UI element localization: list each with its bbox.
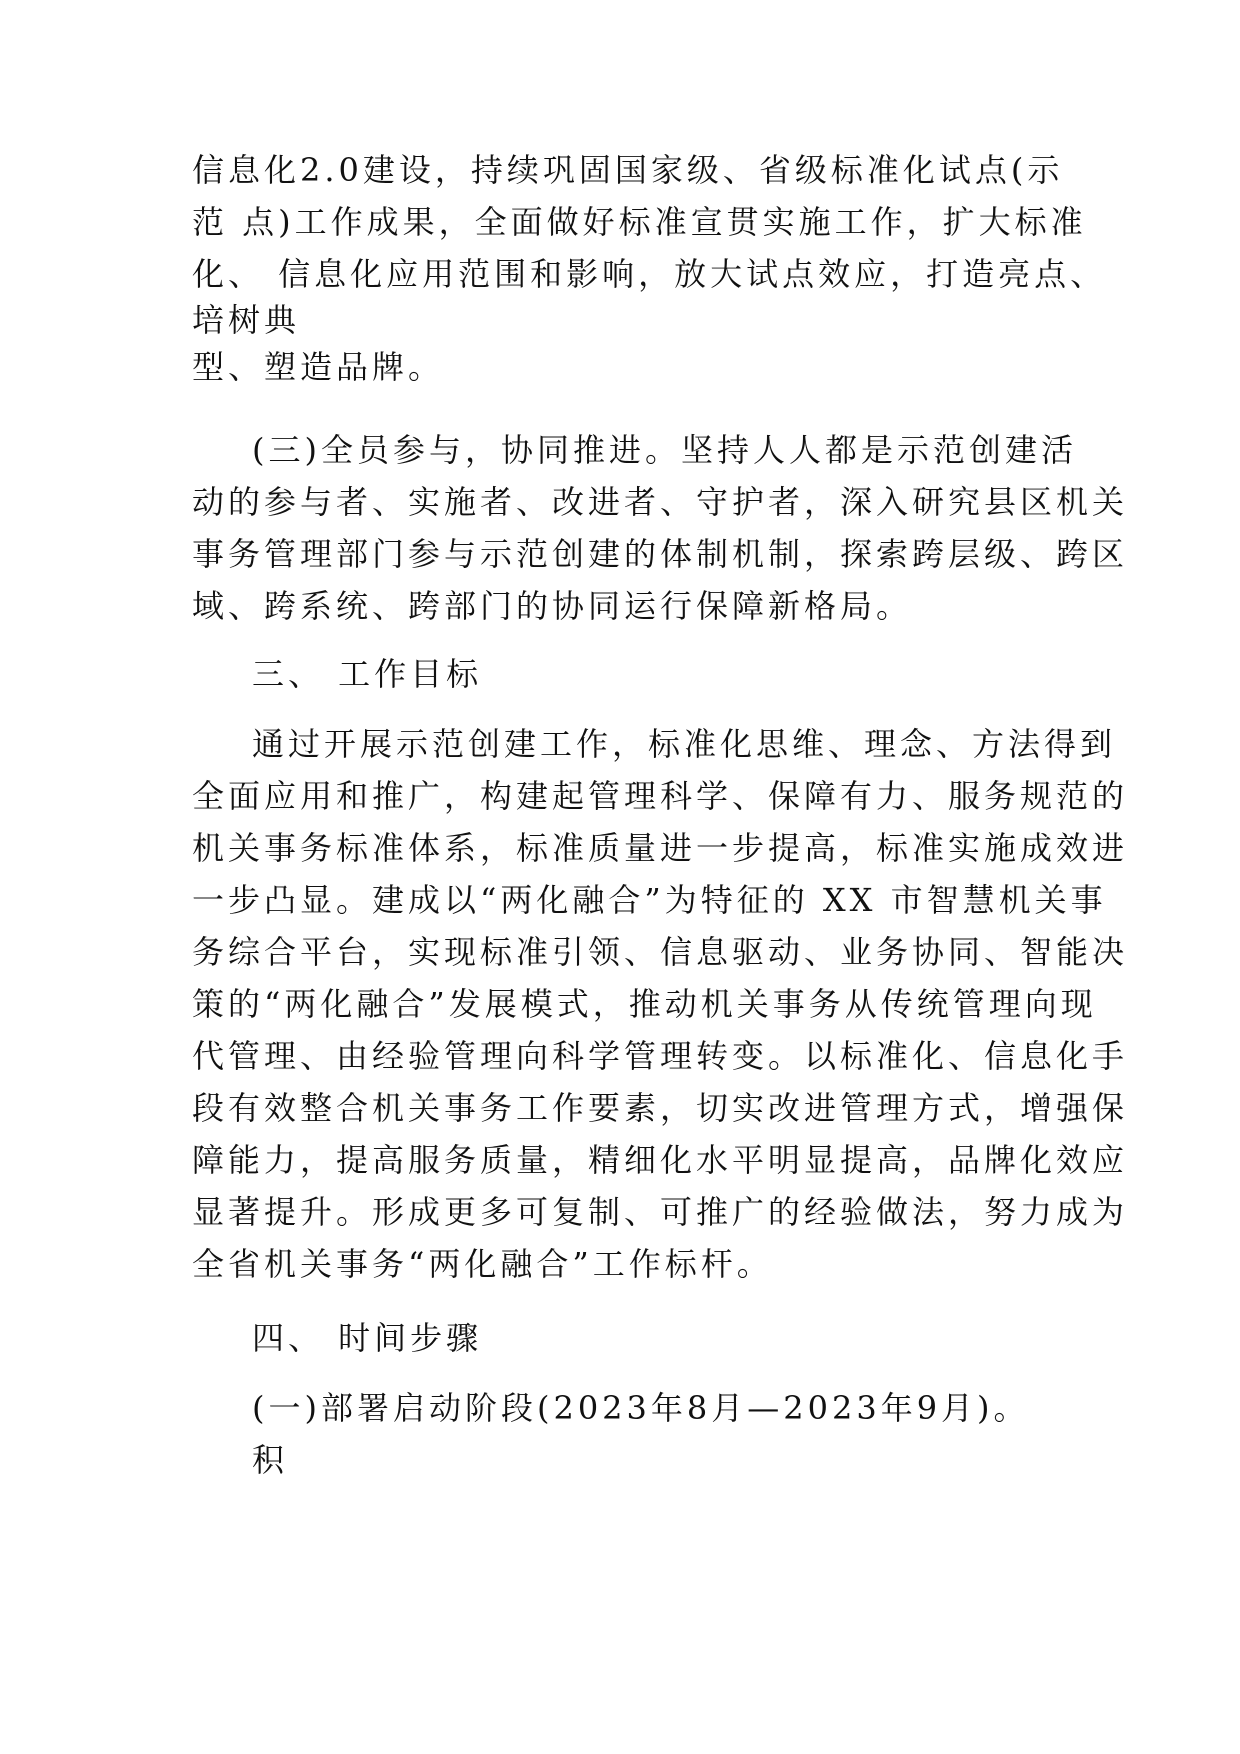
paragraph-line: 信息化2.0建设，持续巩固国家级、省级标准化试点(示 — [192, 151, 1064, 189]
paragraph-line: 型、塑造品牌。 — [192, 348, 445, 386]
paragraph-line: 动的参与者、实施者、改进者、守护者，深入研究县区机关 — [192, 483, 1129, 521]
paragraph-line: 一步凸显。建成以“两化融合”为特征的 XX 市智慧机关事 — [192, 881, 1107, 919]
paragraph-line: (三)全员参与，协同推进。坚持人人都是示范创建活 — [252, 431, 1077, 469]
paragraph-line: 化、 信息化应用范围和影响，放大试点效应，打造亮点、 — [192, 255, 1107, 293]
paragraph-line: 全面应用和推广，构建起管理科学、保障有力、服务规范的 — [192, 777, 1129, 815]
paragraph-line: 务综合平台，实现标准引领、信息驱动、业务协同、智能决 — [192, 933, 1129, 971]
paragraph-line: 培树典 — [192, 301, 301, 339]
section-heading-4: 四、 时间步骤 — [252, 1319, 483, 1357]
paragraph-line: 代管理、由经验管理向科学管理转变。以标准化、信息化手 — [192, 1037, 1129, 1075]
paragraph-line: 域、跨系统、跨部门的协同运行保障新格局。 — [192, 587, 913, 625]
paragraph-line: 通过开展示范创建工作，标准化思维、理念、方法得到 — [252, 725, 1117, 763]
paragraph-line: 范 点)工作成果，全面做好标准宣贯实施工作，扩大标准 — [192, 203, 1087, 241]
paragraph-line: 事务管理部门参与示范创建的体制机制，探索跨层级、跨区 — [192, 535, 1129, 573]
paragraph-line: 全省机关事务“两化融合”工作标杆。 — [192, 1245, 773, 1283]
paragraph-line: 障能力，提高服务质量，精细化水平明显提高，品牌化效应 — [192, 1141, 1129, 1179]
paragraph-line: 机关事务标准体系，标准质量进一步提高，标准实施成效进 — [192, 829, 1129, 867]
section-heading-3: 三、 工作目标 — [252, 655, 483, 693]
paragraph-line: 段有效整合机关事务工作要素，切实改进管理方式，增强保 — [192, 1089, 1129, 1127]
paragraph-line: (一)部署启动阶段(2023年8月—2023年9月)。 — [252, 1389, 1030, 1427]
paragraph-line: 显著提升。形成更多可复制、可推广的经验做法，努力成为 — [192, 1193, 1129, 1231]
paragraph-line: 策的“两化融合”发展模式，推动机关事务从传统管理向现 — [192, 985, 1097, 1023]
paragraph-line: 积 — [252, 1441, 289, 1479]
